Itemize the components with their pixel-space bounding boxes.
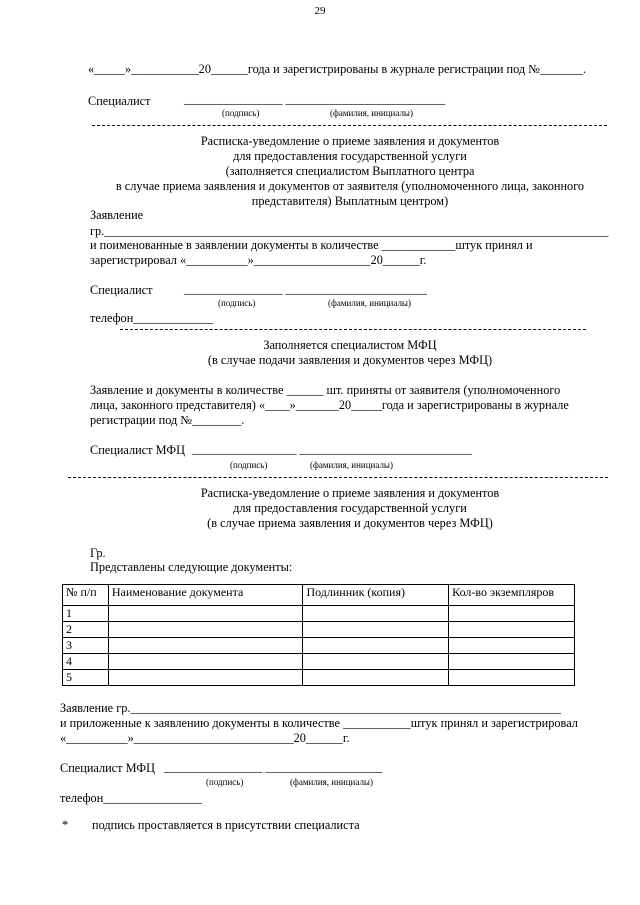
mfc-receipt-title-2: для предоставления государственной услуги — [233, 501, 467, 515]
row-number: 5 — [63, 670, 109, 686]
col-header-copies: Кол-во экземпляров — [449, 585, 575, 606]
receipt-title-4: в случае приема заявления и документов от заявителя (уполномоченного лица, законного — [115, 179, 585, 193]
cut-line — [92, 125, 607, 126]
table-cell[interactable] — [449, 606, 575, 622]
table-cell[interactable] — [449, 670, 575, 686]
table-cell[interactable] — [449, 654, 575, 670]
mfc-line-2: лица, законного представителя) «____»_______20_____года и зарегистрированы в журнале — [90, 398, 569, 412]
signature-lines: _________________ ____________________________ — [192, 442, 472, 456]
table-cell[interactable] — [108, 606, 303, 622]
table-cell[interactable] — [108, 670, 303, 686]
table-cell[interactable] — [303, 670, 449, 686]
table-cell[interactable] — [303, 638, 449, 654]
row-number: 1 — [63, 606, 109, 622]
phone-line: телефон_____________ — [90, 311, 214, 325]
footnote-mark: * — [62, 818, 69, 832]
name-caption: (фамилия, инициалы) — [328, 298, 411, 308]
table-cell[interactable] — [108, 622, 303, 638]
mfc-line-1: Заявление и документы в количестве ______ шт. приняты от заявителя (уполномоченного — [90, 383, 561, 397]
signature-lines: ________________ ___________________ — [164, 760, 383, 774]
table-cell[interactable] — [303, 654, 449, 670]
table-cell[interactable] — [108, 638, 303, 654]
mfc-title-1: Заполняется специалистом МФЦ — [263, 338, 437, 352]
phone-line: телефон________________ — [60, 791, 202, 805]
table-header-row — [63, 585, 575, 606]
docs-count-line: и поименованные в заявлении документы в количестве ____________штук принял и — [90, 238, 533, 252]
date-line: «__________»__________________________20______г. — [60, 731, 350, 745]
name-caption: (фамилия, инициалы) — [290, 777, 373, 787]
registered-date-line: зарегистрировал «__________»___________________20______г. — [90, 253, 427, 267]
mfc-receipt-title-1: Расписка-уведомление о приеме заявления и документов — [200, 486, 500, 500]
gr-label: Гр. — [90, 546, 106, 560]
row-number: 2 — [63, 622, 109, 638]
table-cell[interactable] — [303, 606, 449, 622]
specialist-label: Специалист — [90, 283, 153, 297]
presented-docs-label: Представлены следующие документы: — [90, 560, 293, 574]
row-number: 3 — [63, 638, 109, 654]
signature-caption: (подпись) — [218, 298, 256, 308]
mfc-specialist-label: Специалист МФЦ — [60, 761, 155, 775]
col-header-doc-name: Наименование документа — [108, 585, 303, 606]
documents-table — [62, 584, 575, 686]
specialist-label: Специалист — [88, 94, 151, 108]
signature-lines: ________________ __________________________ — [184, 92, 446, 106]
col-header-original: Подлинник (копия) — [303, 585, 449, 606]
signature-caption: (подпись) — [206, 777, 244, 787]
row-number: 4 — [63, 654, 109, 670]
mfc-line-3: регистрации под №________. — [90, 413, 245, 427]
footnote-text: подпись проставляется в присутствии специалиста — [92, 818, 360, 832]
receipt-title-1: Расписка-уведомление о приеме заявления и документов — [200, 134, 500, 148]
zayavlenie-label: Заявление — [90, 208, 144, 222]
table-row — [63, 606, 575, 622]
gr-line: гр.__________________________________________________________________________________ — [90, 224, 609, 238]
registration-line: «_____»___________20______года и зарегистрированы в журнале регистрации под №_______. — [88, 62, 587, 76]
signature-lines: ________________ _______________________ — [184, 282, 427, 296]
page-number: 29 — [314, 5, 326, 17]
table-cell[interactable] — [108, 654, 303, 670]
table-row — [63, 622, 575, 638]
zayavlenie-gr-line: Заявление гр.______________________________________________________________________ — [60, 701, 561, 715]
table-row — [63, 670, 575, 686]
table-row — [63, 638, 575, 654]
table-cell[interactable] — [449, 638, 575, 654]
table-cell[interactable] — [303, 622, 449, 638]
cut-line — [68, 477, 608, 478]
table-cell[interactable] — [449, 622, 575, 638]
signature-caption: (подпись) — [222, 108, 260, 118]
mfc-specialist-label: Специалист МФЦ — [90, 443, 185, 457]
receipt-title-2: для предоставления государственной услуги — [233, 149, 467, 163]
mfc-receipt-title-3: (в случае приема заявления и документов через МФЦ) — [207, 516, 493, 530]
receipt-title-3: (заполняется специалистом Выплатного центра — [225, 164, 475, 178]
col-header-number: № п/п — [63, 585, 109, 606]
mfc-title-2: (в случае подачи заявления и документов через МФЦ) — [207, 353, 493, 367]
signature-caption: (подпись) — [230, 460, 268, 470]
name-caption: (фамилия, инициалы) — [310, 460, 393, 470]
cut-line — [120, 329, 586, 330]
attached-docs-line: и приложенные к заявлению документы в количестве ___________штук принял и зарегистрировал — [60, 716, 578, 730]
receipt-title-5: представителя) Выплатным центром) — [251, 194, 449, 208]
name-caption: (фамилия, инициалы) — [330, 108, 413, 118]
table-row — [63, 654, 575, 670]
